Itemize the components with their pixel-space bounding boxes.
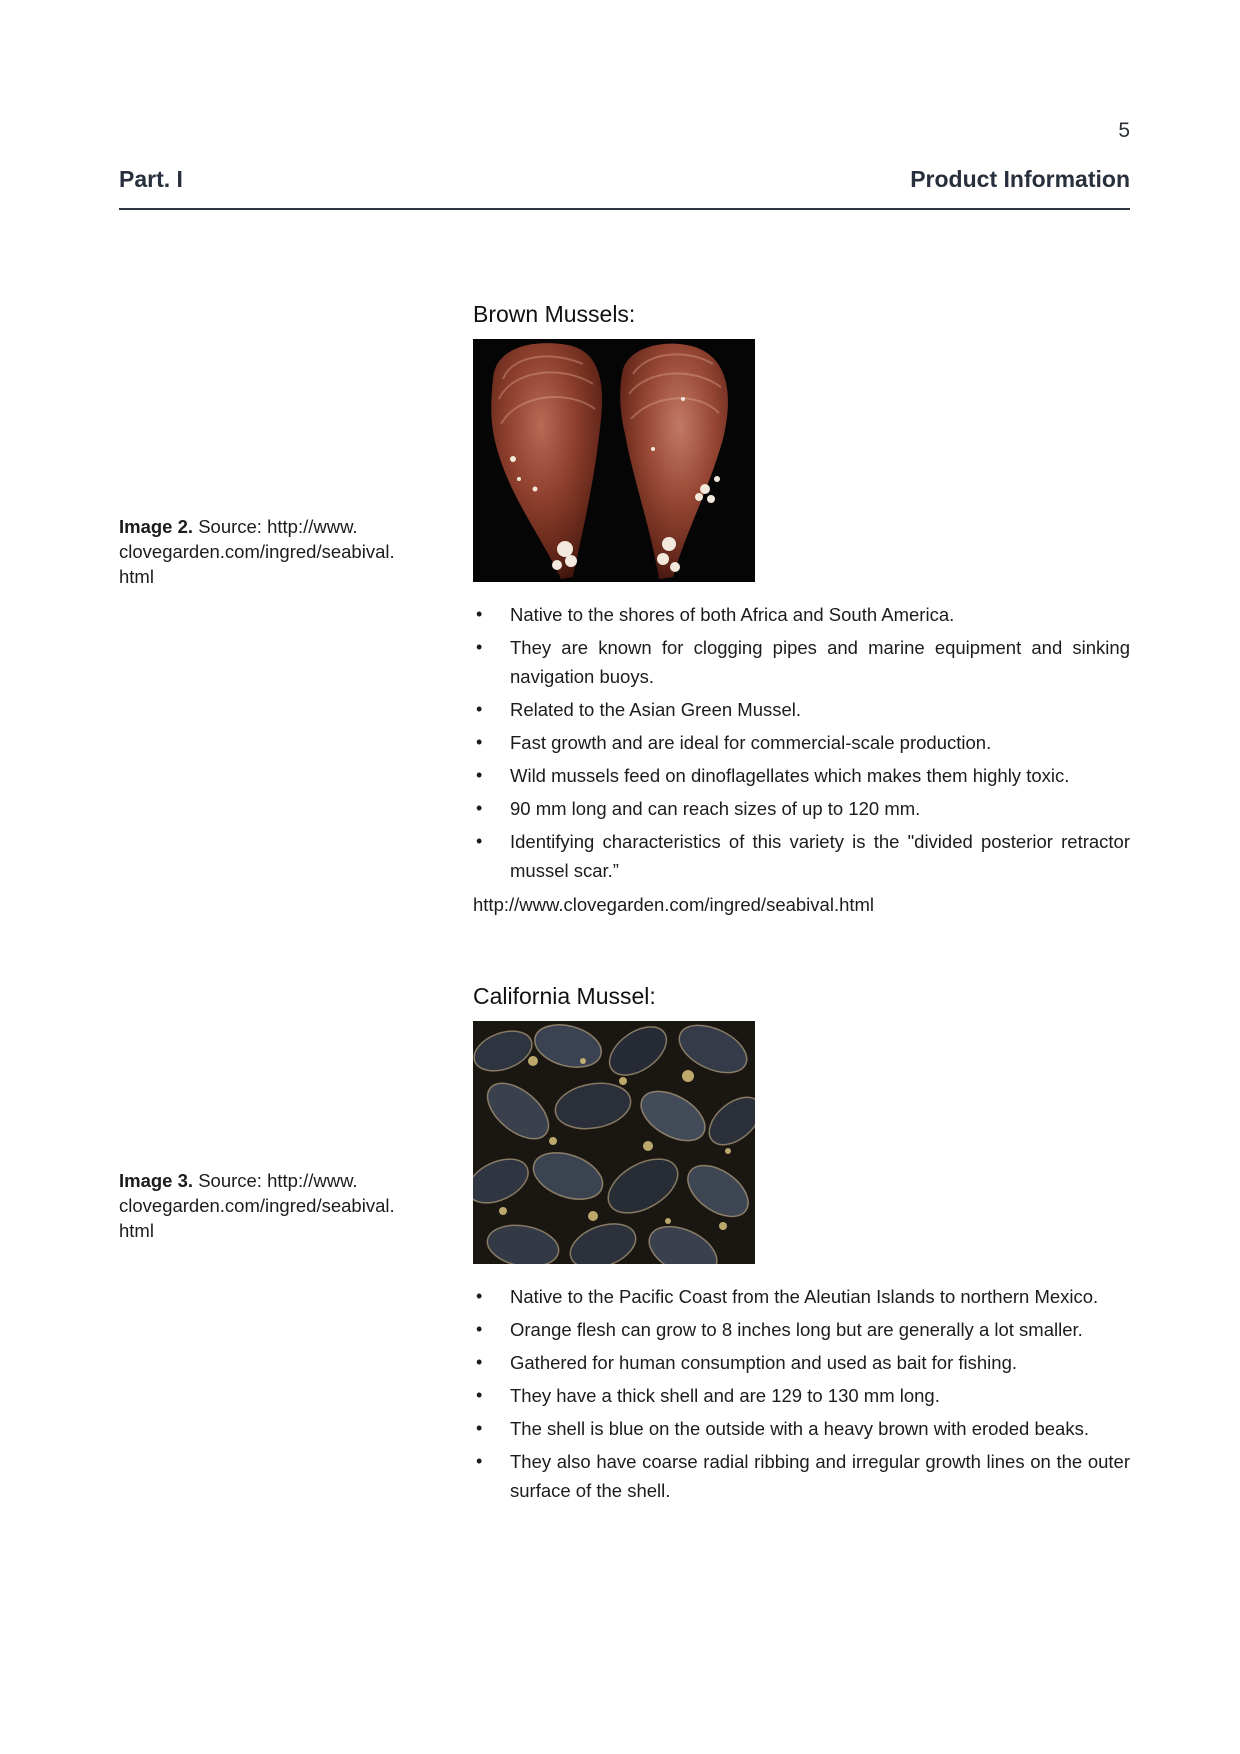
- caption-label: Image 2.: [119, 516, 194, 537]
- image-caption-3: [119, 1168, 429, 1243]
- part-label: Part. I: [119, 166, 183, 192]
- list-item: • Identifying characteristics of this variety is the "divided posterior retractor mussel scar.”: [473, 827, 1130, 885]
- bullet-list: [473, 600, 1130, 885]
- page-number: 5: [1118, 119, 1130, 142]
- section-title: Brown Mussels:: [473, 301, 636, 327]
- source-link[interactable]: http://www.clovegarden.com/ingred/seabival.html: [473, 894, 875, 915]
- list-item: • Wild mussels feed on dinoflagellates which makes them highly toxic.: [473, 761, 1130, 790]
- brown-mussels-photo: [473, 339, 755, 582]
- brown-mussels-section: [473, 301, 1130, 919]
- header-divider: [119, 208, 1130, 210]
- list-item: • Gathered for human consumption and used as bait for fishing.: [473, 1348, 1130, 1377]
- list-item: • The shell is blue on the outside with a heavy brown with eroded beaks.: [473, 1414, 1130, 1443]
- running-header: [119, 166, 1130, 193]
- list-item: • Fast growth and are ideal for commercial-scale production.: [473, 728, 1130, 757]
- list-item: • 90 mm long and can reach sizes of up to 120 mm.: [473, 794, 1130, 823]
- caption-text: Source: http://www. clovegarden.com/ingred/seabival. html: [119, 516, 395, 587]
- california-mussel-photo: [473, 1021, 755, 1264]
- list-item: • Related to the Asian Green Mussel.: [473, 695, 1130, 724]
- bullet-list: [473, 1282, 1130, 1505]
- list-item: • Orange flesh can grow to 8 inches long but are generally a lot smaller.: [473, 1315, 1130, 1344]
- caption-text: Source: http://www. clovegarden.com/ingred/seabival. html: [119, 1170, 395, 1241]
- list-item: • Native to the shores of both Africa and South America.: [473, 600, 1130, 629]
- list-item: • Native to the Pacific Coast from the Aleutian Islands to northern Mexico.: [473, 1282, 1130, 1311]
- list-item: • They are known for clogging pipes and marine equipment and sinking navigation buoys.: [473, 633, 1130, 691]
- california-mussel-section: [473, 983, 1130, 1509]
- chapter-title: Product Information: [910, 166, 1130, 192]
- list-item: • They also have coarse radial ribbing and irregular growth lines on the outer surface of the shell.: [473, 1447, 1130, 1505]
- list-item: • They have a thick shell and are 129 to 130 mm long.: [473, 1381, 1130, 1410]
- caption-label: Image 3.: [119, 1170, 194, 1191]
- section-title: California Mussel:: [473, 983, 656, 1009]
- image-caption-2: [119, 514, 429, 589]
